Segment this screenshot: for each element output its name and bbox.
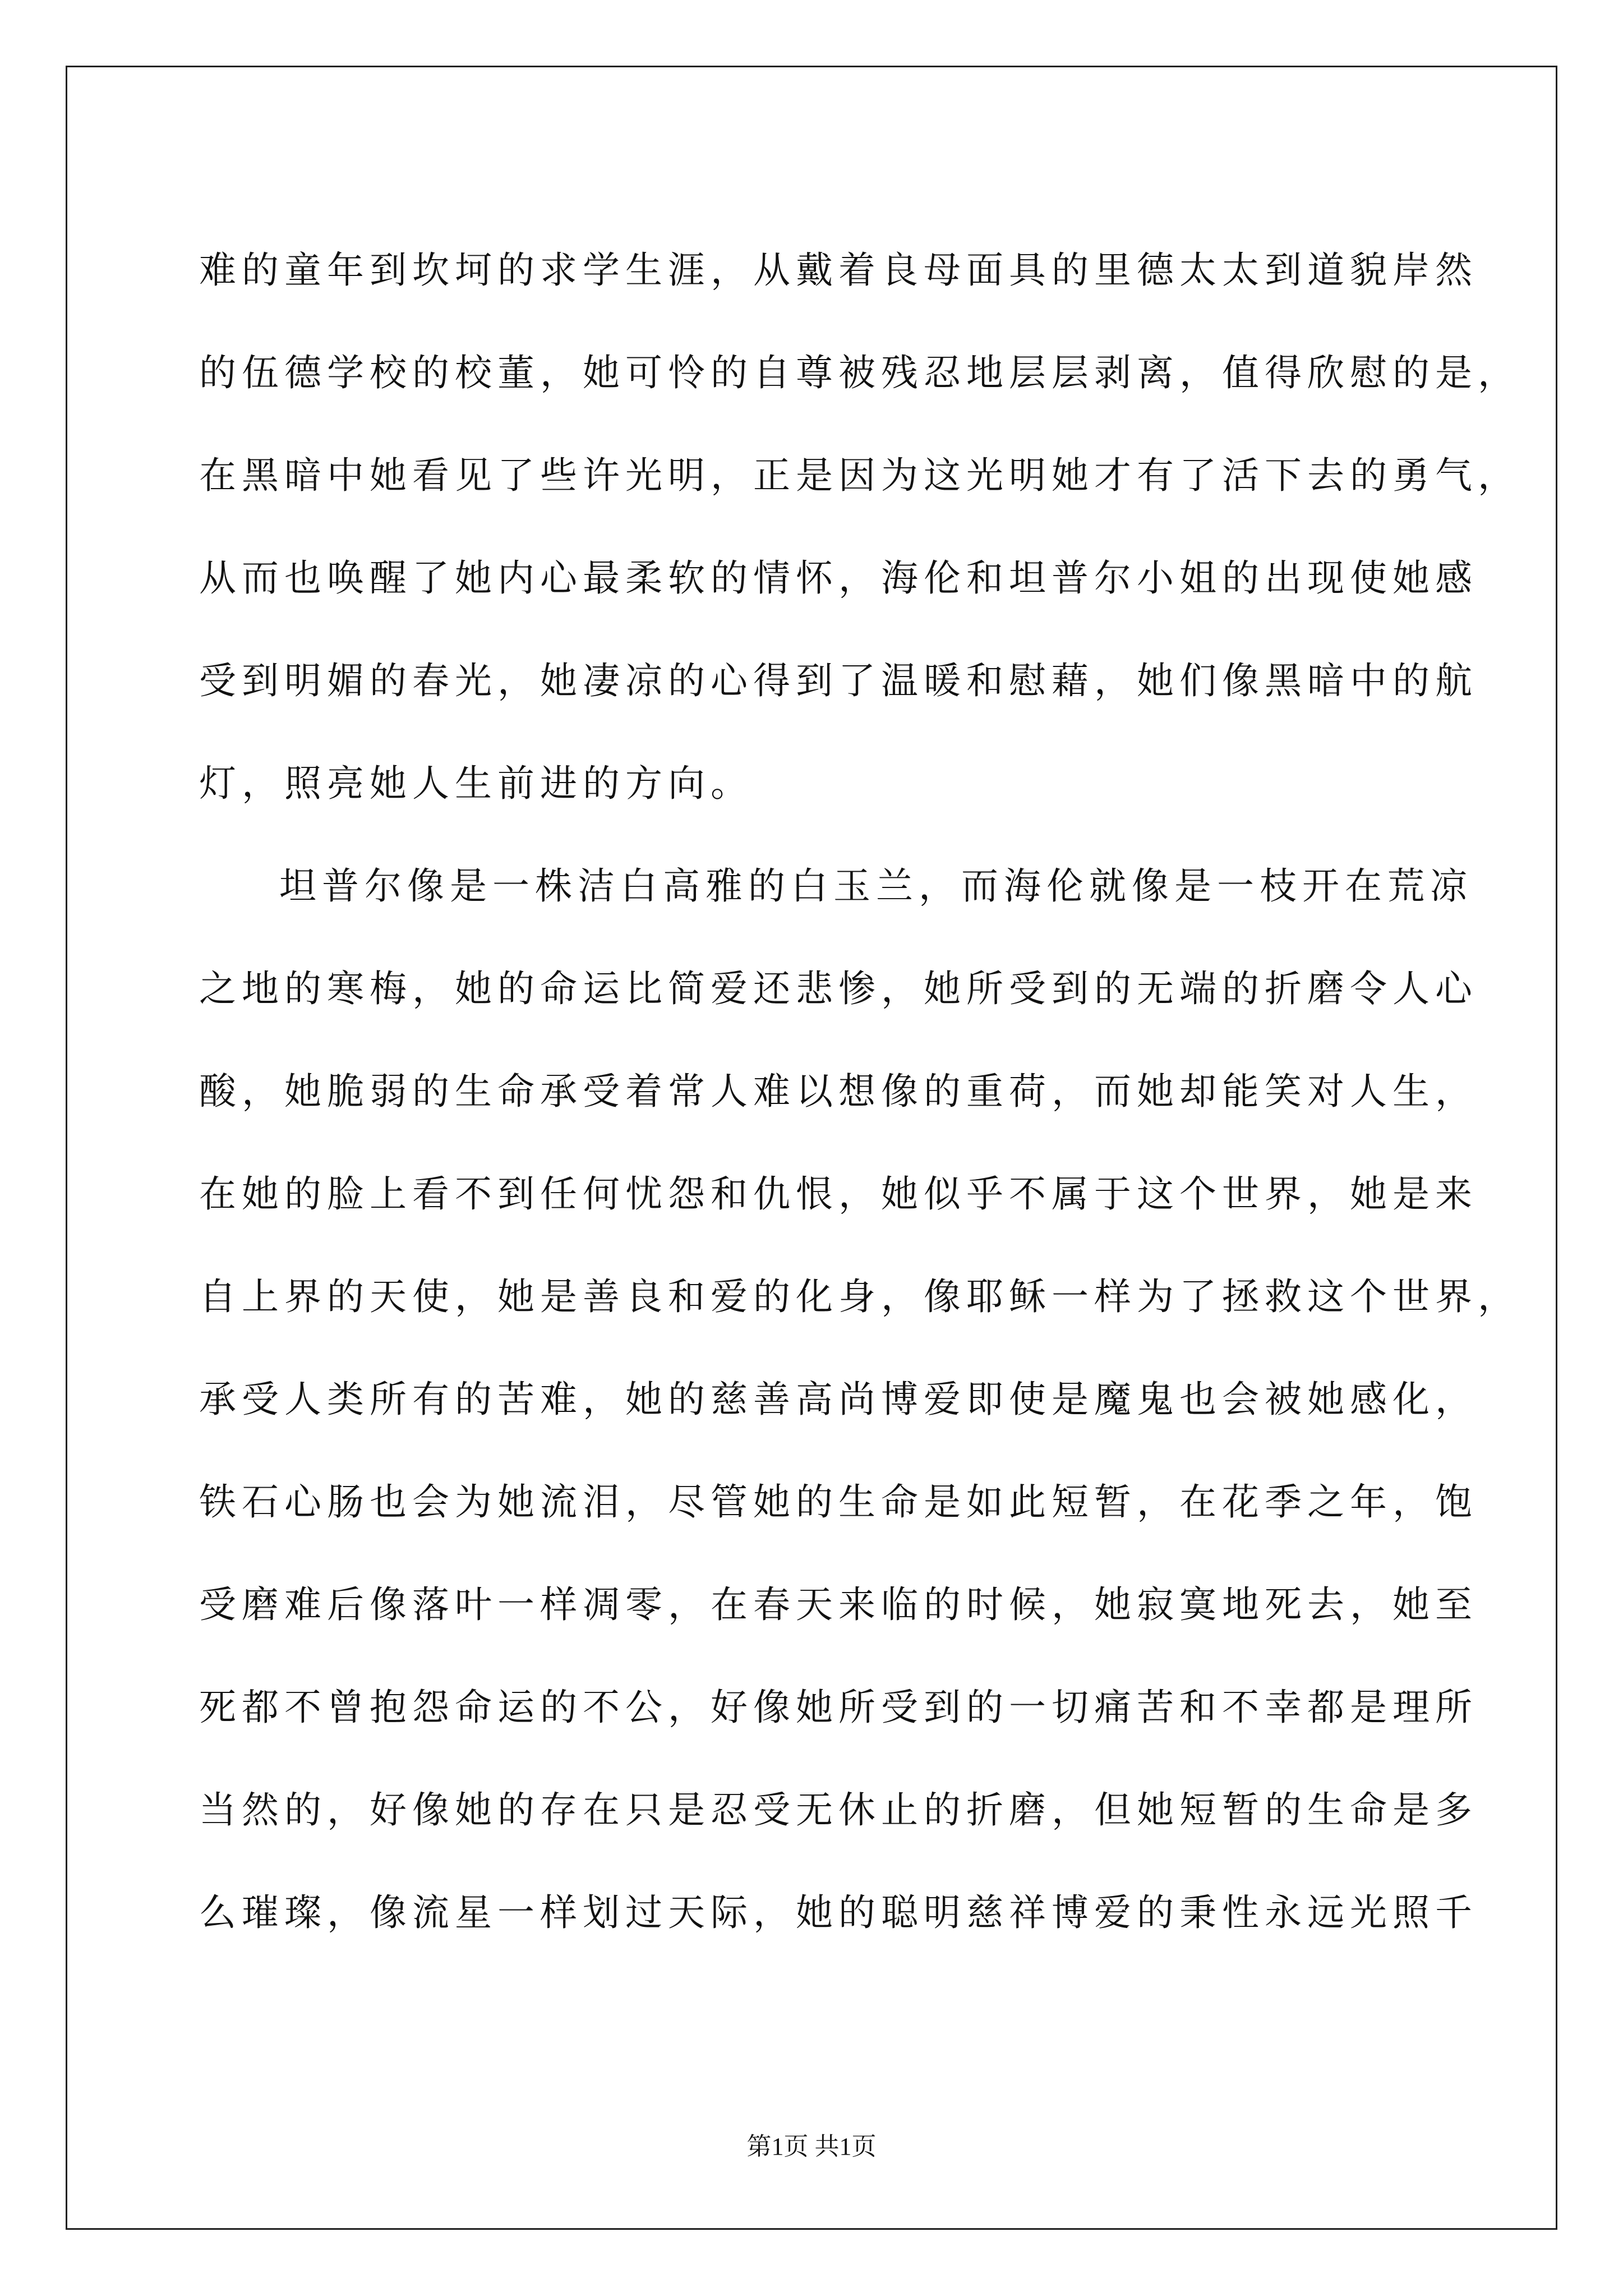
text-line: 在黑暗中她看见了些许光明，正是因为这光明她才有了活下去的勇气，	[199, 454, 1520, 497]
text-line: 坦普尔像是一株洁白高雅的白玉兰，而海伦就像是一枝开在荒凉	[279, 864, 1473, 908]
text-line: 铁石心肠也会为她流泪，尽管她的生命是如此短暂，在花季之年，饱	[199, 1480, 1478, 1524]
text-line: 当然的，好像她的存在只是忍受无休止的折磨，但她短暂的生命是多	[199, 1788, 1478, 1832]
text-line: 死都不曾抱怨命运的不公，好像她所受到的一切痛苦和不幸都是理所	[199, 1686, 1478, 1729]
text-line: 自上界的天使，她是善良和爱的化身，像耶稣一样为了拯救这个世界，	[199, 1275, 1520, 1318]
text-line: 承受人类所有的苦难，她的慈善高尚博爱即使是魔鬼也会被她感化，	[199, 1378, 1478, 1421]
text-line: 酸，她脆弱的生命承受着常人难以想像的重荷，而她却能笑对人生，	[199, 1070, 1478, 1113]
text-line: 的伍德学校的校董，她可怜的自尊被残忍地层层剥离，值得欣慰的是，	[199, 351, 1520, 394]
text-line: 之地的寒梅，她的命运比简爱还悲惨，她所受到的无端的折磨令人心	[199, 967, 1478, 1010]
text-line: 受磨难后像落叶一样凋零，在春天来临的时候，她寂寞地死去，她至	[199, 1583, 1478, 1626]
text-line: 难的童年到坎坷的求学生涯，从戴着良母面具的里德太太到道貌岸然	[199, 249, 1478, 292]
text-line: 从而也唤醒了她内心最柔软的情怀，海伦和坦普尔小姐的出现使她感	[199, 556, 1478, 600]
text-line: 在她的脸上看不到任何忧怨和仇恨，她似乎不属于这个世界，她是来	[199, 1172, 1478, 1216]
text-line: 么璀璨，像流星一样划过天际，她的聪明慈祥博爱的秉性永远光照千	[199, 1891, 1478, 1934]
page-footer: 第1页 共1页	[746, 2133, 877, 2160]
text-line: 灯，照亮她人生前进的方向。	[199, 762, 753, 805]
document-body	[199, 219, 1520, 1964]
text-line: 受到明媚的春光，她凄凉的心得到了温暖和慰藉，她们像黑暗中的航	[199, 659, 1478, 702]
